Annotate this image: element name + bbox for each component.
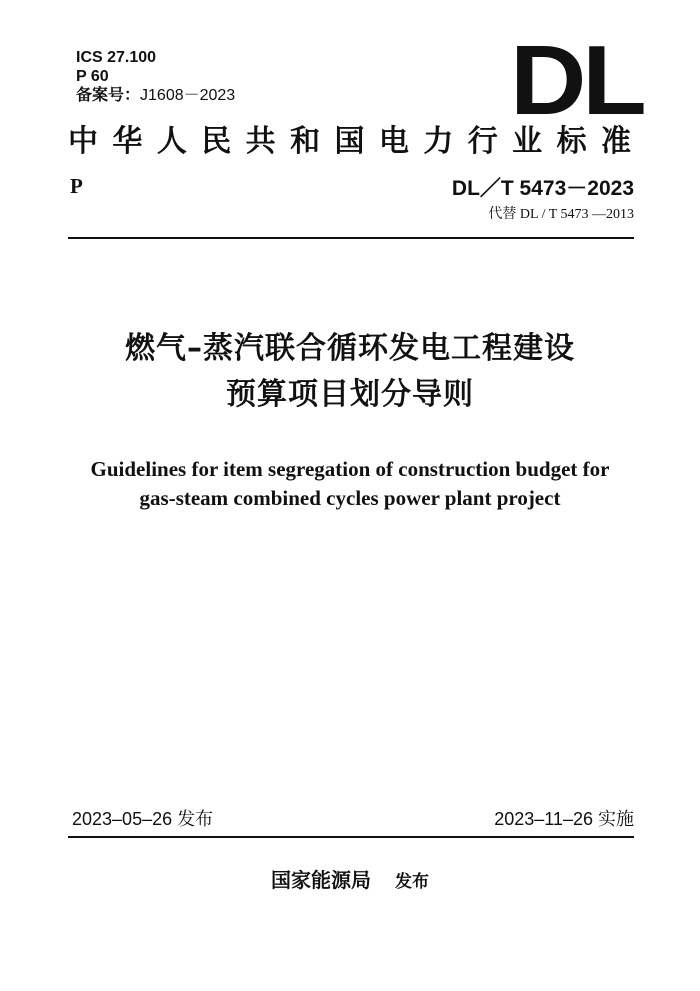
english-title xyxy=(0,455,700,513)
chinese-title-line-2: 预算项目划分导则 xyxy=(226,377,474,412)
footer-divider xyxy=(68,836,634,838)
classification-letter: P xyxy=(70,174,83,198)
replaces-standard: 代替 DL / T 5473 —2013 xyxy=(488,207,634,222)
standard-category-title: 中华人民共和国电力行业标准 xyxy=(68,124,634,159)
header-divider xyxy=(68,237,634,239)
issue-date-value: 2023–05–26 xyxy=(72,809,173,829)
ccs-code: P 60 xyxy=(76,68,109,85)
english-title-line-1: Guidelines for item segregation of construction budget for xyxy=(90,457,610,481)
implementation-label: 实施 xyxy=(598,809,634,829)
implementation-date xyxy=(494,805,634,831)
implementation-date-value: 2023–11–26 xyxy=(494,809,593,829)
standard-number: DL／T 5473－2023 xyxy=(451,177,634,200)
english-title-line-2: gas-steam combined cycles power plant project xyxy=(139,486,561,510)
issue-date xyxy=(72,805,213,831)
chinese-title-line-1: 燃气–蒸汽联合循环发电工程建设 xyxy=(125,331,575,366)
issue-label: 发布 xyxy=(177,809,214,829)
standard-codes xyxy=(76,48,235,105)
publisher xyxy=(0,864,700,893)
ics-code: ICS 27.100 xyxy=(76,49,157,66)
filing-number xyxy=(76,86,235,105)
publisher-organization: 国家能源局 xyxy=(271,868,371,892)
filing-label: 备案号： xyxy=(76,87,141,104)
publisher-action: 发布 xyxy=(395,872,429,892)
chinese-title xyxy=(0,326,700,418)
filing-value: J1608－2023 xyxy=(140,87,236,104)
dl-logo: DL xyxy=(510,25,643,135)
